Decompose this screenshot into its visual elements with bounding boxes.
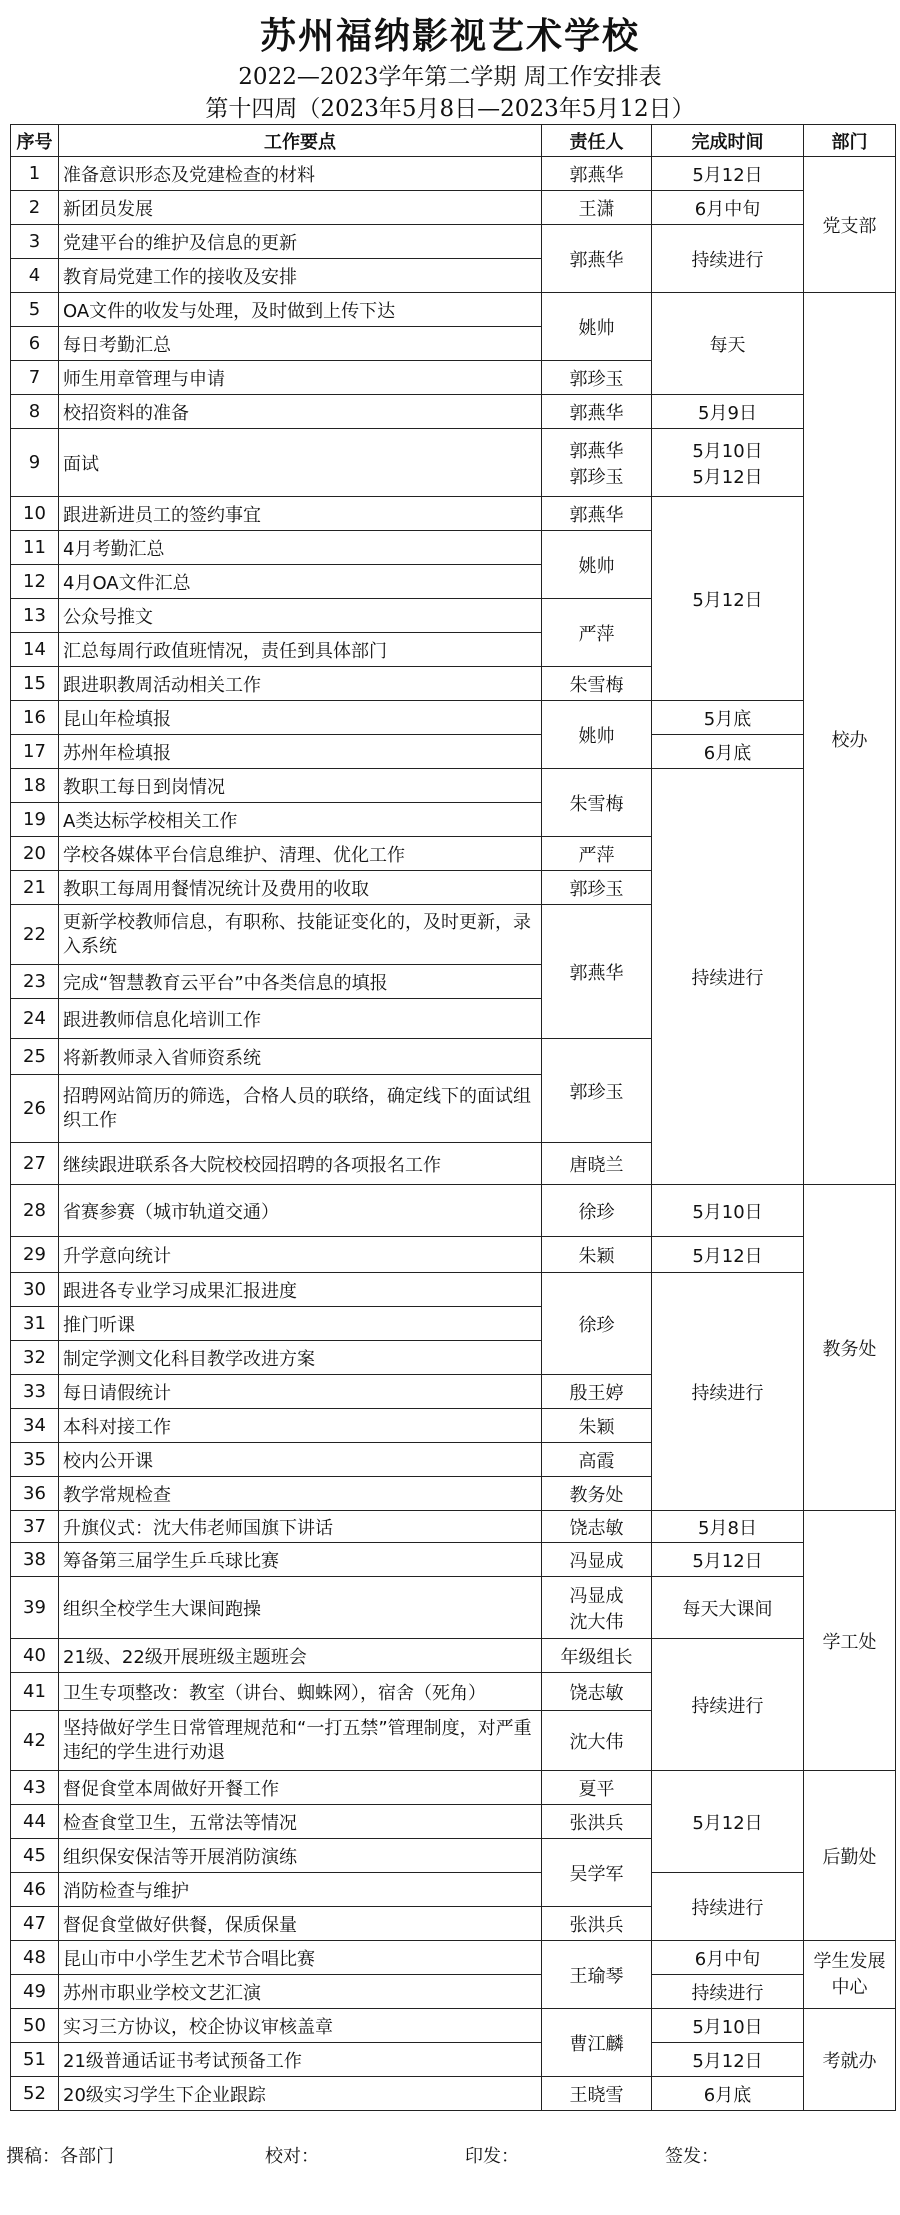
dept-cell: 教务处 [804,1185,896,1511]
person-cell: 王瑜琴 [542,1941,652,2009]
row-num: 25 [11,1039,59,1075]
person-cell: 高霞 [542,1443,652,1477]
term-title: 2022—2023学年第二学期 周工作安排表 [238,64,662,90]
task-cell: 昆山年检填报 [59,701,542,735]
person-cell: 唐晓兰 [542,1143,652,1185]
row-num: 39 [11,1577,59,1639]
task-cell: 省赛参赛（城市轨道交通） [59,1185,542,1237]
task-cell: 跟进教师信息化培训工作 [59,999,542,1039]
person-cell: 郭燕华 [542,395,652,429]
task-cell: 实习三方协议，校企协议审核盖章 [59,2009,542,2043]
row-num: 46 [11,1873,59,1907]
task-cell: 消防检查与维护 [59,1873,542,1907]
dept-cell: 后勤处 [804,1771,896,1941]
time-cell: 5月12日 [652,157,804,191]
time-cell: 持续进行 [652,1975,804,2009]
col-header-task: 工作要点 [59,125,542,157]
time-cell: 6月底 [652,2077,804,2111]
row-num: 47 [11,1907,59,1941]
task-cell: 每日请假统计 [59,1375,542,1409]
row-num: 6 [11,327,59,361]
table-row [11,395,896,429]
person-cell: 朱颖 [542,1409,652,1443]
task-cell: 21级普通话证书考试预备工作 [59,2043,542,2077]
person-cell: 郭燕华 [542,905,652,1039]
task-cell: 教育局党建工作的接收及安排 [59,259,542,293]
time-cell [652,429,804,497]
table-row [11,225,896,259]
person-cell: 郭珍玉 [542,871,652,905]
row-num: 51 [11,2043,59,2077]
row-num: 22 [11,905,59,965]
task-cell: 组织全校学生大课间跑操 [59,1577,542,1639]
table-row [11,1577,896,1639]
task-cell: 教学常规检查 [59,1477,542,1511]
task-cell: 跟进各专业学习成果汇报进度 [59,1273,542,1307]
task-cell: 卫生专项整改：教室（讲台、蜘蛛网），宿舍（死角） [59,1673,542,1711]
time-value: 5月10日 [692,440,763,462]
row-num: 8 [11,395,59,429]
person-cell: 郭珍玉 [542,1039,652,1143]
time-cell: 6月中旬 [652,191,804,225]
person-cell: 夏平 [542,1771,652,1805]
time-cell: 5月12日 [652,1771,804,1873]
table-row [11,497,896,531]
person-cell: 教务处 [542,1477,652,1511]
row-num: 27 [11,1143,59,1185]
task-cell: A类达标学校相关工作 [59,803,542,837]
person-cell: 张洪兵 [542,1907,652,1941]
time-value: 5月12日 [692,466,763,488]
task-cell: 21级、22级开展班级主题班会 [59,1639,542,1673]
row-num: 34 [11,1409,59,1443]
row-num: 18 [11,769,59,803]
row-num: 35 [11,1443,59,1477]
task-cell: 20级实习学生下企业跟踪 [59,2077,542,2111]
table-row [11,429,896,497]
table-row [11,1639,896,1673]
task-cell: 跟进职教周活动相关工作 [59,667,542,701]
row-num: 17 [11,735,59,769]
task-cell: 苏州市职业学校文艺汇演 [59,1975,542,2009]
dept-cell: 党支部 [804,157,896,293]
person-cell [542,429,652,497]
row-num: 40 [11,1639,59,1673]
time-cell: 每天 [652,293,804,395]
task-cell: 更新学校教师信息，有职称、技能证变化的，及时更新，录入系统 [59,905,542,965]
time-cell: 5月8日 [652,1511,804,1543]
table-row [11,293,896,327]
task-cell: 完成“智慧教育云平台”中各类信息的填报 [59,965,542,999]
row-num: 49 [11,1975,59,2009]
person-cell: 王晓雪 [542,2077,652,2111]
row-num: 13 [11,599,59,633]
row-num: 19 [11,803,59,837]
task-cell: 4月考勤汇总 [59,531,542,565]
person-cell [542,1577,652,1639]
person-cell: 姚帅 [542,531,652,599]
person-cell: 王潇 [542,191,652,225]
task-cell: 公众号推文 [59,599,542,633]
row-num: 9 [11,429,59,497]
task-cell: 坚持做好学生日常管理规范和“一打五禁”管理制度，对严重违纪的学生进行劝退 [59,1711,542,1771]
person-cell: 姚帅 [542,701,652,769]
row-num: 43 [11,1771,59,1805]
footer-signoff [0,2142,900,2172]
col-header-num: 序号 [11,125,59,157]
table-row [11,2009,896,2043]
table-row [11,1975,896,2009]
row-num: 21 [11,871,59,905]
person-cell: 严萍 [542,837,652,871]
task-cell: 汇总每周行政值班情况，责任到具体部门 [59,633,542,667]
row-num: 29 [11,1237,59,1273]
person-cell: 郭燕华 [542,157,652,191]
table-row [11,1543,896,1577]
person-cell: 年级组长 [542,1639,652,1673]
dept-cell: 考就办 [804,2009,896,2111]
person-cell: 曹江麟 [542,2009,652,2077]
person-cell: 饶志敏 [542,1511,652,1543]
person-cell: 朱雪梅 [542,667,652,701]
table-row [11,1771,896,1805]
row-num: 14 [11,633,59,667]
time-cell: 5月12日 [652,1237,804,1273]
footer-proof: 校对： [265,2146,319,2167]
schedule-table [10,124,896,2111]
row-num: 24 [11,999,59,1039]
time-cell: 持续进行 [652,225,804,293]
table-row [11,1273,896,1307]
table-row [11,735,896,769]
time-cell: 5月12日 [652,497,804,701]
table-row [11,701,896,735]
person-name: 沈大伟 [569,1611,624,1633]
row-num: 31 [11,1307,59,1341]
time-cell: 5月9日 [652,395,804,429]
time-cell: 持续进行 [652,1273,804,1511]
row-num: 37 [11,1511,59,1543]
person-cell: 郭燕华 [542,497,652,531]
task-cell: 昆山市中小学生艺术节合唱比赛 [59,1941,542,1975]
footer-draft: 撰稿：各部门 [6,2146,114,2167]
task-cell: 继续跟进联系各大院校校园招聘的各项报名工作 [59,1143,542,1185]
task-cell: 校招资料的准备 [59,395,542,429]
dept-cell: 学生发展中心 [804,1941,896,2009]
row-num: 20 [11,837,59,871]
time-cell: 5月10日 [652,2009,804,2043]
row-num: 48 [11,1941,59,1975]
table-row [11,2077,896,2111]
row-num: 5 [11,293,59,327]
person-cell: 沈大伟 [542,1711,652,1771]
row-num: 33 [11,1375,59,1409]
time-cell: 持续进行 [652,769,804,1185]
task-cell: OA文件的收发与处理，及时做到上传下达 [59,293,542,327]
row-num: 45 [11,1839,59,1873]
person-cell: 姚帅 [542,293,652,361]
task-cell: 督促食堂本周做好开餐工作 [59,1771,542,1805]
person-cell: 冯显成 [542,1543,652,1577]
row-num: 12 [11,565,59,599]
task-cell: 筹备第三届学生乒乓球比赛 [59,1543,542,1577]
task-cell: 将新教师录入省师资系统 [59,1039,542,1075]
row-num: 30 [11,1273,59,1307]
time-cell: 每天大课间 [652,1577,804,1639]
time-cell: 5月10日 [652,1185,804,1237]
table-row [11,1237,896,1273]
row-num: 41 [11,1673,59,1711]
person-name: 郭珍玉 [569,466,624,488]
footer-issue: 印发： [465,2146,519,2167]
person-cell: 朱雪梅 [542,769,652,837]
time-cell: 6月底 [652,735,804,769]
person-cell: 徐珍 [542,1273,652,1375]
person-cell: 饶志敏 [542,1673,652,1711]
footer-sign: 签发： [665,2146,719,2167]
row-num: 7 [11,361,59,395]
time-cell: 5月12日 [652,1543,804,1577]
table-row [11,1185,896,1237]
task-cell: 招聘网站简历的筛选，合格人员的联络，确定线下的面试组织工作 [59,1075,542,1143]
table-header-row [11,125,896,157]
person-cell: 郭珍玉 [542,361,652,395]
task-cell: 学校各媒体平台信息维护、清理、优化工作 [59,837,542,871]
task-cell: 新团员发展 [59,191,542,225]
row-num: 1 [11,157,59,191]
person-name: 冯显成 [569,1585,624,1607]
task-cell: 党建平台的维护及信息的更新 [59,225,542,259]
person-cell: 严萍 [542,599,652,667]
row-num: 11 [11,531,59,565]
col-header-dept: 部门 [804,125,896,157]
time-cell: 持续进行 [652,1639,804,1771]
task-cell: 检查食堂卫生，五常法等情况 [59,1805,542,1839]
row-num: 2 [11,191,59,225]
task-cell: 苏州年检填报 [59,735,542,769]
task-cell: 准备意识形态及党建检查的材料 [59,157,542,191]
task-cell: 推门听课 [59,1307,542,1341]
task-cell: 校内公开课 [59,1443,542,1477]
row-num: 42 [11,1711,59,1771]
task-cell: 跟进新进员工的签约事宜 [59,497,542,531]
person-cell: 殷王婷 [542,1375,652,1409]
row-num: 36 [11,1477,59,1511]
time-cell: 5月底 [652,701,804,735]
task-cell: 每日考勤汇总 [59,327,542,361]
school-name: 苏州福纳影视艺术学校 [259,15,640,57]
row-num: 10 [11,497,59,531]
task-cell: 教职工每周用餐情况统计及费用的收取 [59,871,542,905]
row-num: 28 [11,1185,59,1237]
row-num: 38 [11,1543,59,1577]
col-header-person: 责任人 [542,125,652,157]
person-cell: 徐珍 [542,1185,652,1237]
task-cell: 升旗仪式：沈大伟老师国旗下讲话 [59,1511,542,1543]
row-num: 16 [11,701,59,735]
row-num: 3 [11,225,59,259]
task-cell: 督促食堂做好供餐，保质保量 [59,1907,542,1941]
table-row [11,157,896,191]
row-num: 50 [11,2009,59,2043]
task-cell: 4月OA文件汇总 [59,565,542,599]
row-num: 23 [11,965,59,999]
row-num: 52 [11,2077,59,2111]
dept-cell: 校办 [804,293,896,1185]
task-cell: 师生用章管理与申请 [59,361,542,395]
document-header [0,0,900,124]
person-cell: 朱颖 [542,1237,652,1273]
task-cell: 升学意向统计 [59,1237,542,1273]
dept-cell: 学工处 [804,1511,896,1771]
task-cell: 组织保安保洁等开展消防演练 [59,1839,542,1873]
col-header-time: 完成时间 [652,125,804,157]
task-cell: 制定学测文化科目教学改进方案 [59,1341,542,1375]
row-num: 32 [11,1341,59,1375]
person-cell: 吴学军 [542,1839,652,1907]
time-cell: 6月中旬 [652,1941,804,1975]
row-num: 4 [11,259,59,293]
time-cell: 持续进行 [652,1873,804,1941]
table-row [11,2043,896,2077]
person-cell: 张洪兵 [542,1805,652,1839]
table-row [11,769,896,803]
row-num: 44 [11,1805,59,1839]
person-name: 郭燕华 [569,440,624,462]
time-cell: 5月12日 [652,2043,804,2077]
task-cell: 面试 [59,429,542,497]
table-row [11,191,896,225]
person-cell: 郭燕华 [542,225,652,293]
row-num: 15 [11,667,59,701]
row-num: 26 [11,1075,59,1143]
table-row [11,1941,896,1975]
table-row [11,1511,896,1543]
table-row [11,1873,896,1907]
task-cell: 本科对接工作 [59,1409,542,1443]
week-title: 第十四周（2023年5月8日—2023年5月12日） [205,96,695,122]
task-cell: 教职工每日到岗情况 [59,769,542,803]
